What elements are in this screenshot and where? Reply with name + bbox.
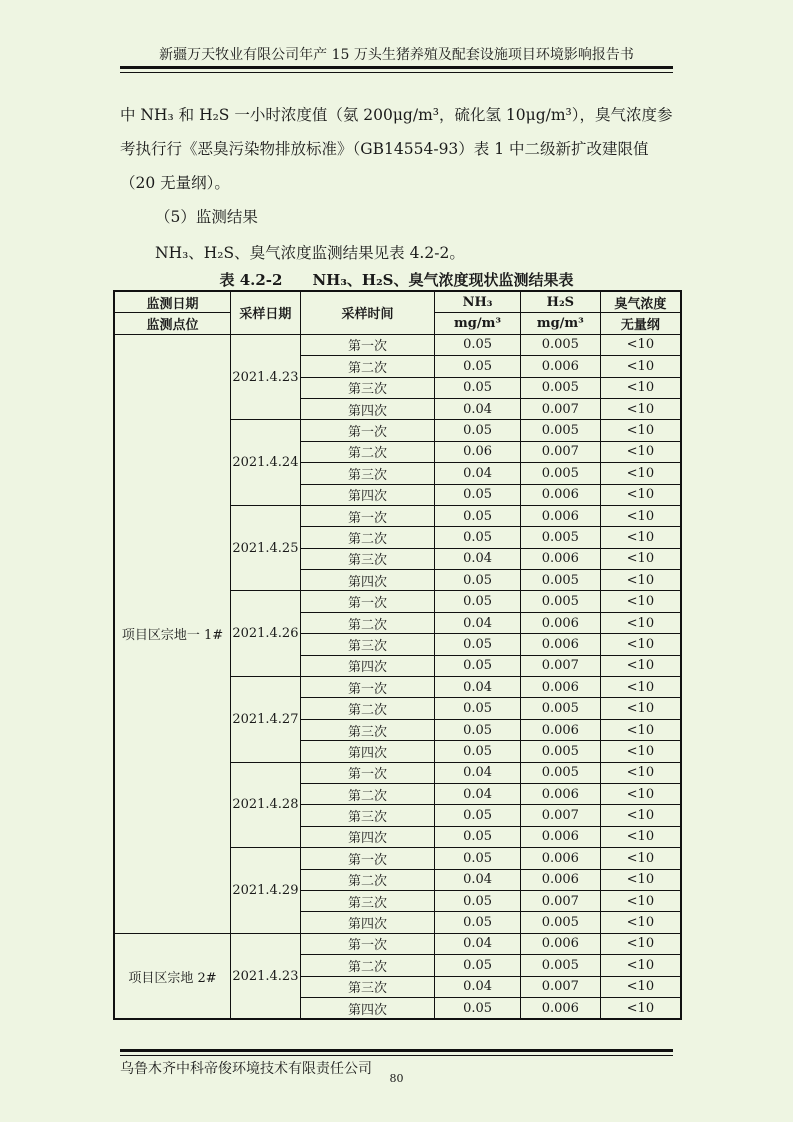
sampling-time-cell: 第二次 (300, 441, 434, 462)
nh3-value-cell: 0.04 (435, 869, 521, 890)
nh3-value-cell: 0.05 (435, 955, 521, 976)
sampling-time-cell: 第一次 (300, 334, 434, 355)
h2s-value-cell: 0.006 (520, 933, 600, 954)
odor-value-cell: <10 (600, 869, 681, 890)
h2s-value-cell: 0.005 (520, 955, 600, 976)
h2s-value-cell: 0.005 (520, 463, 600, 484)
sampling-time-cell: 第四次 (300, 484, 434, 505)
sampling-time-cell: 第一次 (300, 420, 434, 441)
sampling-time-cell: 第三次 (300, 377, 434, 398)
nh3-value-cell: 0.05 (435, 484, 521, 505)
h2s-value-cell: 0.007 (520, 890, 600, 911)
odor-value-cell: <10 (600, 783, 681, 804)
sampling-date-cell: 2021.4.29 (230, 848, 300, 934)
sampling-time-cell: 第一次 (300, 591, 434, 612)
sampling-time-cell: 第三次 (300, 548, 434, 569)
nh3-value-cell: 0.04 (435, 548, 521, 569)
nh3-value-cell: 0.05 (435, 719, 521, 740)
h2s-value-cell: 0.006 (520, 997, 600, 1019)
sampling-time-cell: 第三次 (300, 719, 434, 740)
h2s-value-cell: 0.006 (520, 719, 600, 740)
sampling-date-cell: 2021.4.24 (230, 420, 300, 506)
sampling-time-cell: 第二次 (300, 356, 434, 377)
odor-value-cell: <10 (600, 463, 681, 484)
nh3-value-cell: 0.05 (435, 848, 521, 869)
odor-value-cell: <10 (600, 698, 681, 719)
odor-value-cell: <10 (600, 741, 681, 762)
nh3-value-cell: 0.04 (435, 762, 521, 783)
paragraph-section-title: （5）监测结果 (155, 208, 258, 226)
site-name-cell: 项目区宗地一 1# (114, 334, 230, 933)
nh3-value-cell: 0.05 (435, 334, 521, 355)
h2s-value-cell: 0.005 (520, 420, 600, 441)
nh3-value-cell: 0.04 (435, 933, 521, 954)
sampling-time-cell: 第二次 (300, 698, 434, 719)
sampling-time-cell: 第一次 (300, 677, 434, 698)
nh3-value-cell: 0.04 (435, 783, 521, 804)
nh3-value-cell: 0.04 (435, 677, 521, 698)
odor-value-cell: <10 (600, 890, 681, 911)
table-caption-number: 表 4.2-2 (219, 271, 283, 289)
header-odor: 臭气浓度 (600, 291, 681, 313)
h2s-value-cell: 0.007 (520, 398, 600, 419)
header-point-date: 监测日期 (114, 291, 230, 313)
h2s-value-cell: 0.005 (520, 570, 600, 591)
odor-value-cell: <10 (600, 420, 681, 441)
header-nh3: NH₃ (435, 291, 521, 313)
page-number: 80 (389, 1072, 404, 1085)
sampling-time-cell: 第一次 (300, 848, 434, 869)
sampling-time-cell: 第二次 (300, 783, 434, 804)
nh3-value-cell: 0.05 (435, 634, 521, 655)
sampling-time-cell: 第一次 (300, 505, 434, 526)
h2s-value-cell: 0.006 (520, 826, 600, 847)
h2s-value-cell: 0.005 (520, 591, 600, 612)
h2s-value-cell: 0.006 (520, 612, 600, 633)
monitoring-results-table (113, 290, 682, 1020)
odor-value-cell: <10 (600, 826, 681, 847)
nh3-value-cell: 0.05 (435, 356, 521, 377)
odor-value-cell: <10 (600, 505, 681, 526)
header-sampling-time: 采样时间 (300, 291, 434, 334)
odor-value-cell: <10 (600, 976, 681, 997)
nh3-value-cell: 0.05 (435, 698, 521, 719)
paragraph-results-intro: NH₃、H₂S、臭气浓度监测结果见表 4.2-2。 (155, 244, 465, 262)
odor-value-cell: <10 (600, 677, 681, 698)
odor-value-cell: <10 (600, 719, 681, 740)
sampling-time-cell: 第三次 (300, 463, 434, 484)
unit-nh3: mg/m³ (435, 313, 521, 334)
h2s-value-cell: 0.006 (520, 783, 600, 804)
h2s-value-cell: 0.006 (520, 356, 600, 377)
odor-value-cell: <10 (600, 612, 681, 633)
unit-odor: 无量纲 (600, 313, 681, 334)
sampling-time-cell: 第二次 (300, 527, 434, 548)
odor-value-cell: <10 (600, 762, 681, 783)
table-row (114, 334, 681, 355)
sampling-time-cell: 第三次 (300, 634, 434, 655)
h2s-value-cell: 0.007 (520, 655, 600, 676)
nh3-value-cell: 0.04 (435, 398, 521, 419)
nh3-value-cell: 0.04 (435, 976, 521, 997)
h2s-value-cell: 0.006 (520, 869, 600, 890)
odor-value-cell: <10 (600, 377, 681, 398)
nh3-value-cell: 0.05 (435, 420, 521, 441)
footer-company: 乌鲁木齐中科帝俊环境技术有限责任公司 (120, 1061, 372, 1077)
sampling-time-cell: 第四次 (300, 826, 434, 847)
nh3-value-cell: 0.05 (435, 912, 521, 933)
header-sampling-date: 采样日期 (230, 291, 300, 334)
h2s-value-cell: 0.006 (520, 548, 600, 569)
h2s-value-cell: 0.006 (520, 484, 600, 505)
sampling-date-cell: 2021.4.23 (230, 933, 300, 1019)
table-row (114, 933, 681, 954)
h2s-value-cell: 0.007 (520, 441, 600, 462)
h2s-value-cell: 0.007 (520, 805, 600, 826)
sampling-time-cell: 第四次 (300, 398, 434, 419)
nh3-value-cell: 0.05 (435, 377, 521, 398)
h2s-value-cell: 0.005 (520, 527, 600, 548)
odor-value-cell: <10 (600, 634, 681, 655)
sampling-date-cell: 2021.4.26 (230, 591, 300, 677)
odor-value-cell: <10 (600, 548, 681, 569)
odor-value-cell: <10 (600, 398, 681, 419)
footer-rule (120, 1049, 673, 1052)
odor-value-cell: <10 (600, 997, 681, 1019)
nh3-value-cell: 0.05 (435, 997, 521, 1019)
odor-value-cell: <10 (600, 334, 681, 355)
nh3-value-cell: 0.04 (435, 463, 521, 484)
odor-value-cell: <10 (600, 570, 681, 591)
h2s-value-cell: 0.006 (520, 848, 600, 869)
table-caption-title: NH₃、H₂S、臭气浓度现状监测结果表 (312, 271, 574, 289)
h2s-value-cell: 0.006 (520, 505, 600, 526)
sampling-date-cell: 2021.4.27 (230, 677, 300, 763)
sampling-time-cell: 第三次 (300, 890, 434, 911)
footer-rule-thin (120, 1055, 673, 1056)
odor-value-cell: <10 (600, 527, 681, 548)
h2s-value-cell: 0.005 (520, 762, 600, 783)
sampling-time-cell: 第三次 (300, 805, 434, 826)
nh3-value-cell: 0.05 (435, 890, 521, 911)
sampling-time-cell: 第一次 (300, 933, 434, 954)
header-rule (120, 66, 673, 69)
h2s-value-cell: 0.005 (520, 377, 600, 398)
odor-value-cell: <10 (600, 912, 681, 933)
nh3-value-cell: 0.05 (435, 570, 521, 591)
sampling-time-cell: 第四次 (300, 912, 434, 933)
sampling-date-cell: 2021.4.25 (230, 505, 300, 591)
sampling-time-cell: 第二次 (300, 955, 434, 976)
nh3-value-cell: 0.04 (435, 612, 521, 633)
nh3-value-cell: 0.06 (435, 441, 521, 462)
page-header: 新疆万天牧业有限公司年产 15 万头生猪养殖及配套设施项目环境影响报告书 (159, 47, 634, 63)
paragraph-standards: 中 NH₃ 和 H₂S 一小时浓度值（氨 200μg/m³，硫化氢 10μg/m³），臭气浓度参考执行行《恶臭污染物排放标准》（GB14554-93）表 1 中二级新扩改建限值（20 无量纲）。 (120, 106, 673, 192)
site-name-cell: 项目区宗地 2# (114, 933, 230, 1019)
sampling-time-cell: 第四次 (300, 997, 434, 1019)
odor-value-cell: <10 (600, 591, 681, 612)
odor-value-cell: <10 (600, 356, 681, 377)
nh3-value-cell: 0.05 (435, 826, 521, 847)
odor-value-cell: <10 (600, 655, 681, 676)
sampling-date-cell: 2021.4.23 (230, 334, 300, 420)
nh3-value-cell: 0.05 (435, 805, 521, 826)
table-caption (0, 269, 793, 290)
nh3-value-cell: 0.05 (435, 505, 521, 526)
sampling-time-cell: 第四次 (300, 570, 434, 591)
odor-value-cell: <10 (600, 441, 681, 462)
sampling-time-cell: 第四次 (300, 655, 434, 676)
odor-value-cell: <10 (600, 955, 681, 976)
sampling-time-cell: 第三次 (300, 976, 434, 997)
h2s-value-cell: 0.005 (520, 334, 600, 355)
h2s-value-cell: 0.005 (520, 912, 600, 933)
h2s-value-cell: 0.006 (520, 677, 600, 698)
h2s-value-cell: 0.005 (520, 741, 600, 762)
nh3-value-cell: 0.05 (435, 527, 521, 548)
odor-value-cell: <10 (600, 484, 681, 505)
sampling-time-cell: 第四次 (300, 741, 434, 762)
unit-h2s: mg/m³ (520, 313, 600, 334)
h2s-value-cell: 0.006 (520, 634, 600, 655)
odor-value-cell: <10 (600, 805, 681, 826)
header-h2s: H₂S (520, 291, 600, 313)
header-rule-thin (120, 72, 673, 73)
header-point-site: 监测点位 (114, 313, 230, 334)
nh3-value-cell: 0.05 (435, 591, 521, 612)
sampling-time-cell: 第二次 (300, 612, 434, 633)
sampling-time-cell: 第一次 (300, 762, 434, 783)
h2s-value-cell: 0.005 (520, 698, 600, 719)
nh3-value-cell: 0.05 (435, 655, 521, 676)
sampling-time-cell: 第二次 (300, 869, 434, 890)
nh3-value-cell: 0.05 (435, 741, 521, 762)
odor-value-cell: <10 (600, 933, 681, 954)
sampling-date-cell: 2021.4.28 (230, 762, 300, 848)
odor-value-cell: <10 (600, 848, 681, 869)
h2s-value-cell: 0.007 (520, 976, 600, 997)
